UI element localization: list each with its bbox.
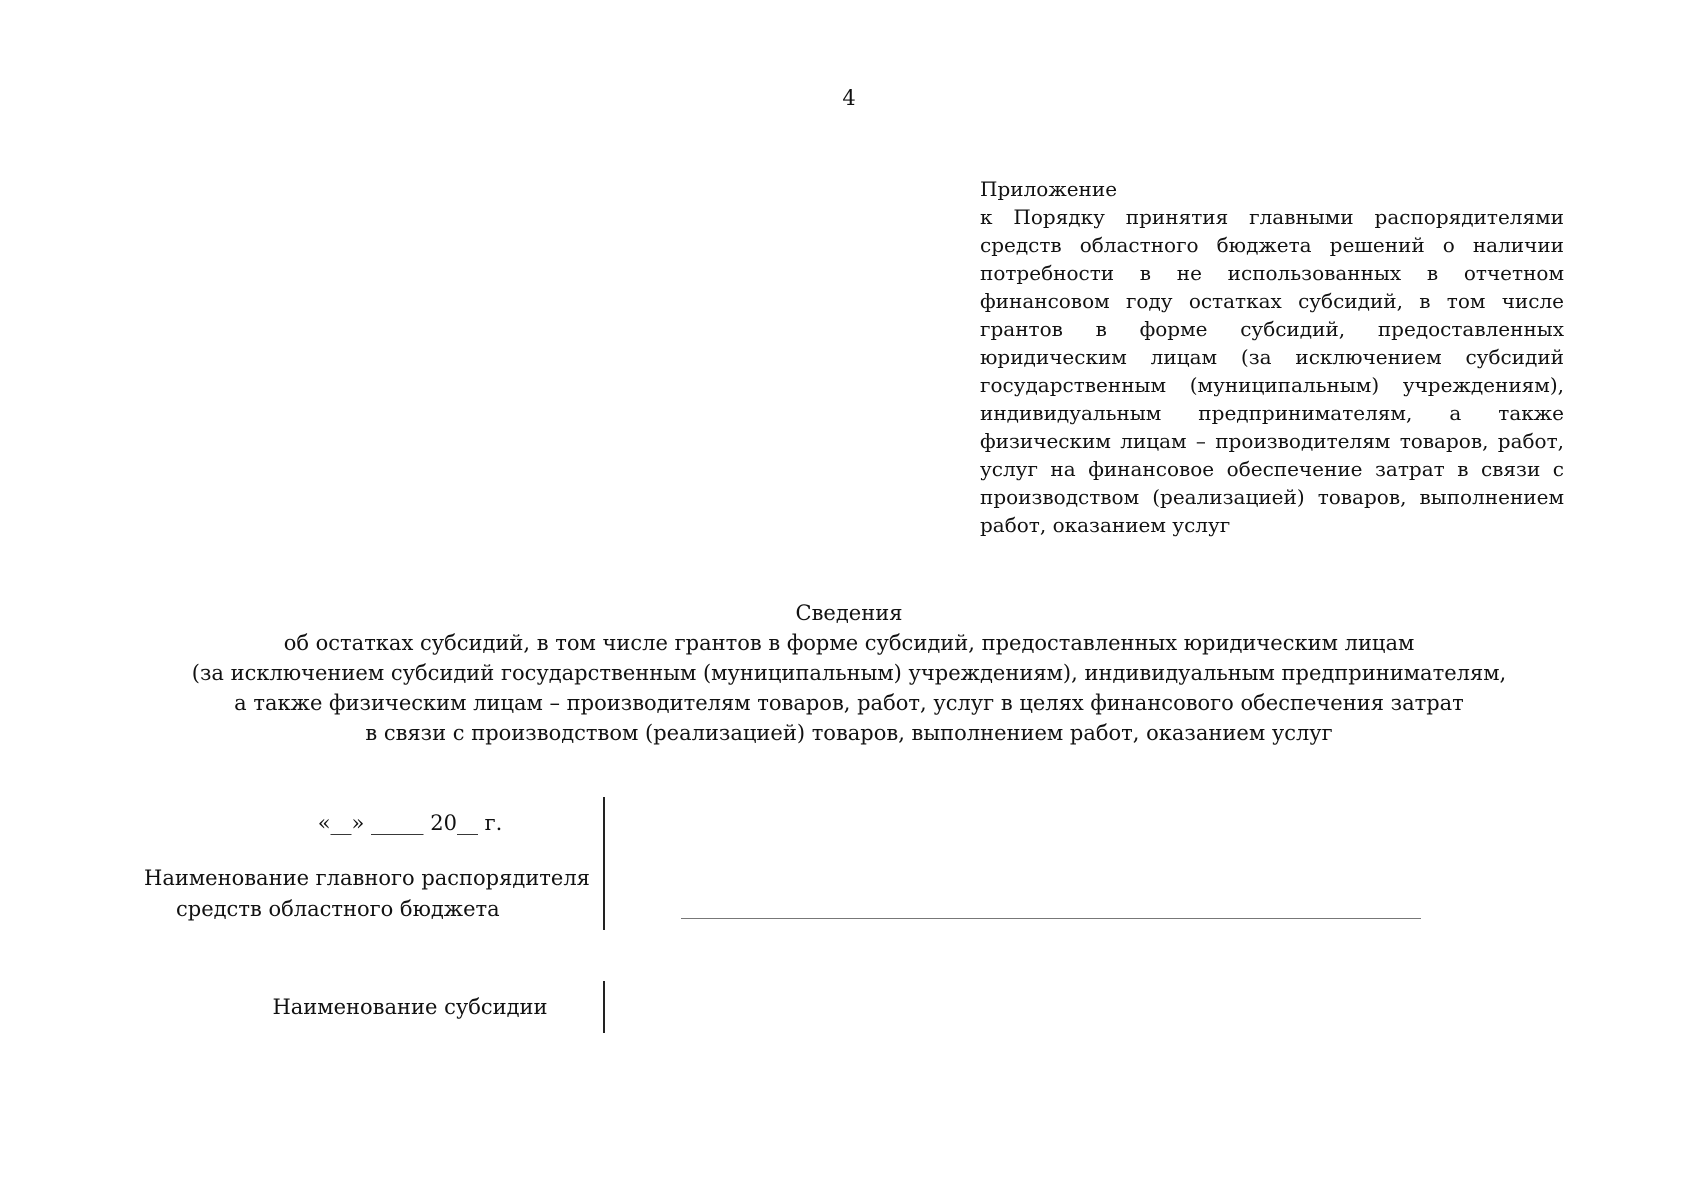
heading-title: Сведения [795,601,903,625]
manager-name-fill-line [681,918,1421,919]
manager-label-line: средств областного бюджета [176,897,500,921]
vertical-divider [603,981,605,1033]
manager-name-label [140,863,600,925]
heading-line: (за исключением субсидий государственным (муниципальным) учреждениям), индивидуальным предпринимателям, [191,661,1507,685]
manager-label-line: Наименование главного распорядителя [144,866,590,890]
appendix-block [980,175,1564,539]
heading-line: об остатках субсидий, в том числе грантов в форме субсидий, предоставленных юридическим лицам [283,631,1415,655]
page-number: 4 [842,86,856,110]
document-heading [0,598,1698,748]
vertical-divider [603,797,605,930]
subsidy-name-label: Наименование субсидии [272,995,548,1019]
heading-line: в связи с производством (реализацией) товаров, выполнением работ, оказанием услуг [365,721,1333,745]
appendix-title: Приложение [980,177,1118,201]
appendix-text: к Порядку принятия главными распорядителями средств областного бюджета решений о наличии потребности в не использованных в отчетном финансовом году остатках субсидий, в том числе грантов в форме субсидий, предоставленных юридическим лицам (за исключением субсидий государственным (муниципальным) учреждениям), индивидуальным предпринимателям, а также физическим лицам – производителям товаров, работ, услуг на финансовое обеспечение затрат в связи с производством (реализацией) товаров, выполнением работ, оказанием услуг [980,205,1564,537]
date-field: «__» _____ 20__ г. [317,811,503,835]
heading-line: а также физическим лицам – производителям товаров, работ, услуг в целях финансового обеспечения затрат [234,691,1464,715]
